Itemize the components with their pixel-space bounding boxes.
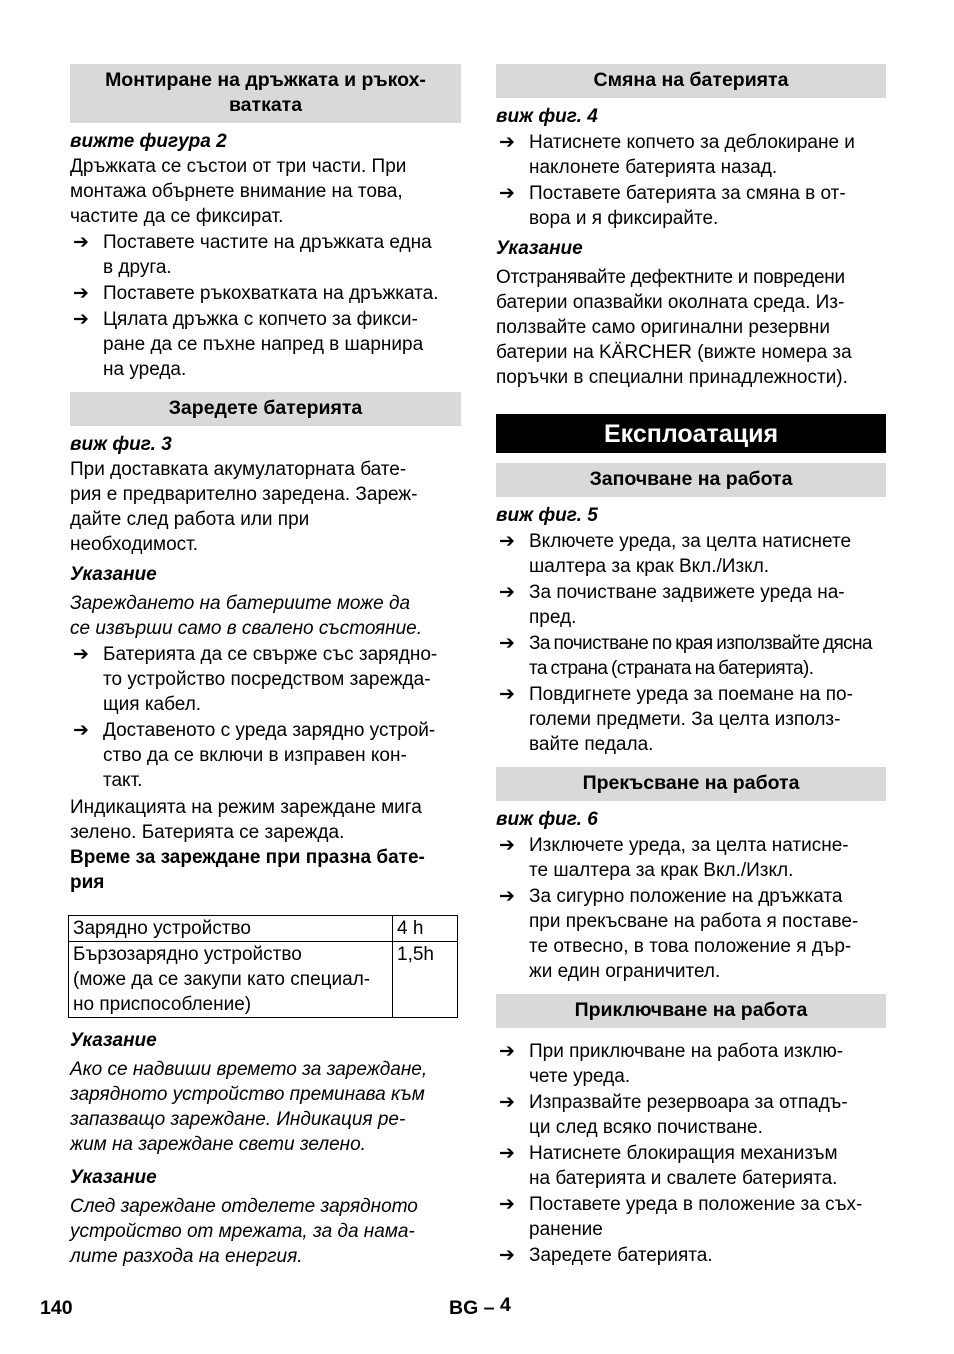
- title-line: Монтиране на дръжката и ръкох-: [105, 69, 426, 91]
- arrow-right-icon: ➔: [499, 683, 515, 705]
- list-item: ➔ За сигурно положение на дръжката при прекъсване на работа я поставе- те отвесно, в това положение я дър- жи един ограничител.: [499, 885, 859, 982]
- section-title-start-work: Започване на работа: [496, 463, 886, 497]
- list-item: ➔ Натиснете блокиращия механизъм на батерията и свалете батерията.: [499, 1142, 838, 1189]
- list-item: ➔ Изключете уреда, за целта натисне- те шалтера за крак Вкл./Изкл.: [499, 834, 849, 881]
- list-item: ➔ При приключване на работа изклю- чете уреда.: [499, 1040, 844, 1087]
- list-item: ➔ Повдигнете уреда за поемане на по- големи предмети. За целта използ- вайте педала.: [499, 683, 853, 755]
- note-label: Указание: [70, 1167, 157, 1188]
- list-item: ➔ Батерията да се свърже със зарядно- то устройство посредством зарежда- щия кабел.: [73, 643, 438, 715]
- table-cell-device: Бързозарядно устройство (може да се закупи като специал- но приспособление): [69, 942, 393, 1018]
- arrow-right-icon: ➔: [499, 1193, 515, 1215]
- table-cell-time: 1,5h: [393, 942, 458, 1018]
- table-row: [69, 916, 458, 942]
- note-label: Указание: [496, 238, 583, 259]
- figure-reference: виж фиг. 3: [70, 434, 172, 455]
- right-column: [496, 64, 886, 1268]
- paragraph: При доставката акумулаторната бате- рия е предварително заредена. Зареж- дайте след работа или при необходимост.: [70, 459, 418, 555]
- arrow-right-icon: ➔: [499, 182, 515, 204]
- title-line: ватката: [228, 94, 303, 116]
- list-item: ➔ Поставете частите на дръжката една в друга.: [73, 231, 432, 278]
- page-number: 140: [40, 1297, 73, 1319]
- arrow-right-icon: ➔: [499, 1142, 515, 1164]
- table-row: [69, 942, 458, 1018]
- arrow-right-icon: ➔: [499, 131, 515, 153]
- figure-reference: виж фиг. 6: [496, 809, 598, 830]
- arrow-right-icon: ➔: [499, 1040, 515, 1062]
- arrow-right-icon: ➔: [499, 632, 515, 654]
- list-item: ➔ Поставете батерията за смяна в от- вора и я фиксирайте.: [499, 182, 846, 229]
- list-item: ➔ Натиснете копчето за деблокиране и наклонете батерията назад.: [499, 131, 855, 178]
- section-title-finish-work: Приключване на работа: [496, 994, 886, 1028]
- table-cell-device: Зарядно устройство: [69, 916, 393, 942]
- arrow-right-icon: ➔: [73, 308, 89, 330]
- figure-reference: виж фиг. 4: [496, 106, 598, 127]
- note-text: Зареждането на батериите може да се извърши само в свалено състояние.: [70, 593, 423, 639]
- arrow-right-icon: ➔: [499, 1091, 515, 1113]
- arrow-right-icon: ➔: [499, 581, 515, 603]
- table-cell-time: 4 h: [393, 916, 458, 942]
- page-language-code: BG – 4: [449, 1294, 511, 1319]
- arrow-right-icon: ➔: [499, 834, 515, 856]
- arrow-right-icon: ➔: [499, 885, 515, 907]
- arrow-right-icon: ➔: [73, 719, 89, 741]
- list-item: ➔ Включете уреда, за целта натиснете шалтера за крак Вкл./Изкл.: [499, 530, 852, 577]
- figure-reference: виж фиг. 5: [496, 505, 598, 526]
- list-item: ➔ Поставете ръкохватката на дръжката.: [73, 282, 439, 304]
- chapter-title-operation: Експлоатация: [496, 414, 886, 453]
- section-title-replace-battery: Смяна на батерията: [496, 64, 886, 98]
- arrow-right-icon: ➔: [73, 643, 89, 665]
- arrow-right-icon: ➔: [499, 530, 515, 552]
- list-item: ➔ Доставеното с уреда зарядно устрой- ство да се включи в изправен кон- такт.: [73, 719, 436, 791]
- left-column: [70, 64, 461, 1269]
- list-item: ➔ За почистване по края използвайте дясна та страна (страната на батерията).: [499, 632, 872, 679]
- list-item: ➔ Цялата дръжка с копчето за фикси- ране да се пъхне напред в шарнира на уреда.: [73, 308, 424, 380]
- arrow-right-icon: ➔: [499, 1244, 515, 1266]
- section-title-handle-mounting: [70, 64, 461, 123]
- list-item: ➔ Поставете уреда в положение за съх- ранение: [499, 1193, 863, 1240]
- note-label: Указание: [70, 1030, 157, 1051]
- section-title-charge-battery: Заредете батерията: [70, 392, 461, 426]
- paragraph: Индикацията на режим зареждане мига зелено. Батерията се зарежда.: [70, 797, 422, 843]
- figure-reference: вижте фигура 2: [70, 131, 227, 152]
- charging-time-heading: Време за зареждане при празна бате- рия: [70, 847, 425, 893]
- charging-time-table: [68, 915, 458, 1018]
- paragraph: Дръжката се състои от три части. При монтажа обърнете внимание на това, частите да се фиксират.: [70, 156, 407, 227]
- note-label: Указание: [70, 564, 157, 585]
- note-text: Ако се надвиши времето за зареждане, зарядното устройство преминава към запазващо зареждане. Индикация ре- жим на зареждане свети зелено.: [70, 1059, 428, 1155]
- note-text: Отстранявайте дефектните и повредени батерии опазвайки околната среда. Из- ползвайте само оригинални резервни батерии на KÄRCHER (вижте номера за поръчки в специални принадлежности).: [496, 267, 852, 388]
- arrow-right-icon: ➔: [73, 282, 89, 304]
- arrow-right-icon: ➔: [73, 231, 89, 253]
- list-item: ➔ За почистване задвижете уреда на- пред.: [499, 581, 845, 628]
- list-item: ➔ Заредете батерията.: [499, 1244, 713, 1266]
- list-item: ➔ Изпразвайте резервоара за отпадъ- ци след всяко почистване.: [499, 1091, 848, 1138]
- note-text: След зареждане отделете зарядното устройство от мрежата, за да нама- лите разхода на енергия.: [70, 1196, 418, 1267]
- section-title-pause-work: Прекъсване на работа: [496, 767, 886, 801]
